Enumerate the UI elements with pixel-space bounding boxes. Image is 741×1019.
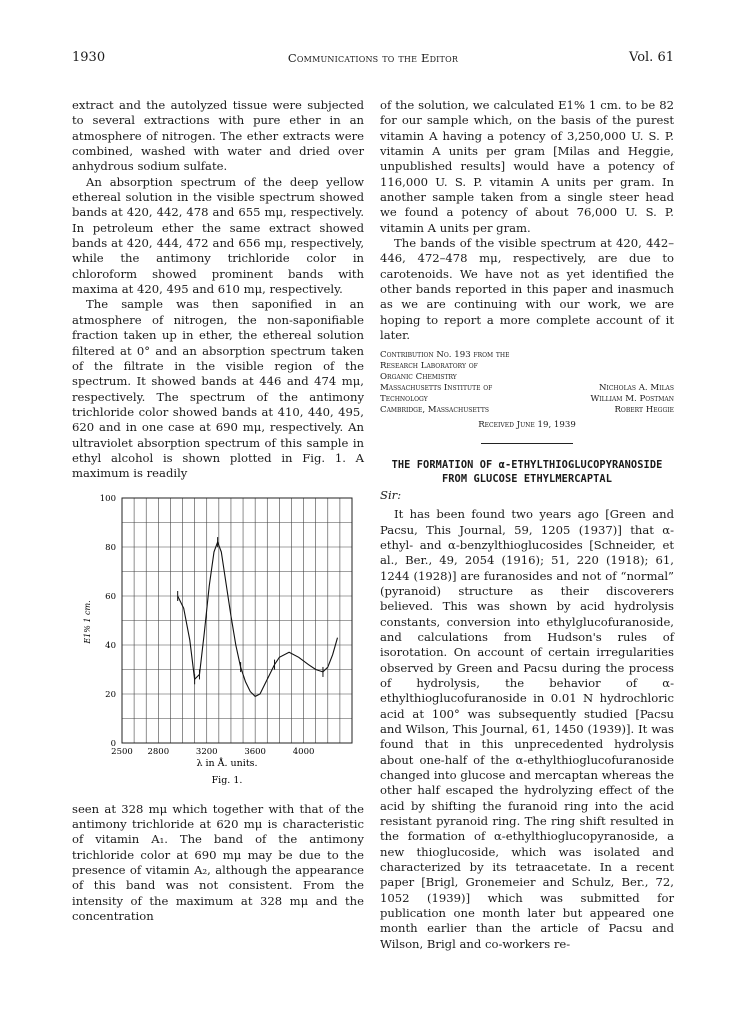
- page-header: [72, 50, 674, 70]
- author-name: William M. Postman: [590, 393, 674, 404]
- paragraph: It has been found two years ago [Green and Pacsu, This Journal, 59, 1205 (1937)] that α-ethyl- and α-benzylthioglucosides [Schneider, et al., Ber., 49, 2054 (1916); 51, 220 (1918); 61, 1244 (1928)] are furanosides and not of “normal” (pyranoid) structure as their discoverers believed. This was shown by acid hydrolysis constants, conversion into ethylglucofuranoside, and calculations from Hudson's rules of isorotation. On account of certain irregularities observed by Green and Pacsu during the process of hydrolysis, the behavior of α-ethylthioglucofuranoside in 0.01 N hydrochloric acid at 100° was subsequently studied [Pacsu and Wilson, This Journal, 61, 1450 (1939)]. It was found that in this unprecedented hydrolysis about one-half of the α-ethylthioglucofuranoside changed into glucose and mercaptan whereas the other half escaped the hydrolyzing effect of the acid by shifting the furanoid ring into the acid resistant pyranoid ring. The ring shift resulted in the formation of α-ethylthioglucopyranoside, a new thioglucoside, which was isolated and characterized by its tetraacetate. In a recent paper [Brigl, Gronemeier and Schulz, Ber., 72, 1052 (1939)] which was submitted for publication one month later but appeared one month earlier than the article of Pacsu and Wilson, Brigl and co-workers re-: [380, 507, 674, 951]
- x-tick-label: 3600: [244, 746, 266, 757]
- x-tick-label: 2800: [147, 746, 170, 757]
- paragraph: seen at 328 mμ which together with that of the antimony trichloride at 620 mμ is characteristic of vitamin A₁. The band of the antimony trichloride color at 690 mμ may be due to the presence of vitamin A₂, although the appearance of this band was not consistent. From the intensity of the maximum at 328 mμ and the concentration: [72, 801, 364, 923]
- x-tick-label: 4000: [292, 746, 315, 757]
- volume-label: Vol. 61: [629, 50, 674, 65]
- paragraph: The sample was then saponified in an atmosphere of nitrogen, the non-saponifiable fraction taken up in ether, the ethereal solution filtered at 0° and an absorption spectrum taken of the filtrate in the visible region of the spectrum. It showed bands at 446 and 474 mμ, respectively. The spectrum of the antimony trichloride color showed bands at 410, 440, 495, 620 and in one case at 690 mμ, respectively. An ultraviolet absorption spectrum of this sample in ethyl alcohol is shown plotted in Fig. 1. A maximum is readily: [72, 297, 364, 481]
- y-tick-label: 100: [99, 493, 116, 504]
- y-tick-label: 20: [105, 689, 116, 700]
- paragraph: extract and the autolyzed tissue were subjected to several extractions with pure ether in an atmosphere of nitrogen. The ether extracts were combined, washed with water and dried over anhydrous sodium sulfate.: [72, 98, 364, 174]
- section-divider: [481, 443, 573, 444]
- y-axis-label: E1% 1 cm.: [83, 599, 92, 644]
- x-axis-label: λ in Å. units.: [196, 757, 258, 769]
- paragraph: An absorption spectrum of the deep yellow ethereal solution in the visible spectrum showed bands at 420, 442, 478 and 655 mμ, respectively. In petroleum ether the same extract showed bands at 420, 444, 472 and 656 mμ, respectively, while the antimony trichloride color in chloroform showed prominent bands with maxima at 420, 495 and 610 mμ, respectively.: [72, 174, 364, 297]
- paragraph: The bands of the visible spectrum at 420, 442–446, 472–478 mμ, respectively, are due to carotenoids. We have not as yet identified the other bands reported in this paper and inasmuch as we are continuing with our work, we are hoping to report a more complete account of it later.: [380, 236, 674, 343]
- institution-line: Cambridge, Massachusetts: [380, 404, 489, 415]
- figure-1: [72, 490, 364, 794]
- y-tick-label: 60: [105, 591, 116, 602]
- y-tick-label: 0: [110, 738, 116, 749]
- figure-caption: Fig. 1.: [211, 774, 243, 786]
- article-title: THE FORMATION OF α-ETHYLTHIOGLUCOPYRANOSIDE FROM GLUCOSE ETHYLMERCAPTAL: [391, 458, 663, 485]
- salutation: Sir:: [380, 487, 402, 502]
- contribution-line: Contribution No. 193 from the: [380, 349, 510, 360]
- y-tick-label: 40: [105, 640, 116, 651]
- contribution-line: Research Laboratory of: [380, 360, 478, 371]
- institution-line: Technology: [380, 393, 428, 404]
- absorption-spectrum-chart: [72, 490, 364, 794]
- paragraph: of the solution, we calculated E1% 1 cm. to be 82 for our sample which, on the basis of the purest vitamin A having a potency of 3,250,000 U. S. P. vitamin A units per gram [Milas and Heggie, unpublished results] would have a potency of 116,000 U. S. P. vitamin A units per gram. In another sample taken from a single steer head we found a potency of about 76,000 U. S. P. vitamin A units per gram.: [380, 98, 674, 235]
- x-tick-label: 2500: [111, 746, 133, 757]
- author-name: Nicholas A. Milas: [598, 382, 674, 393]
- institution-line: Massachusetts Institute of: [380, 382, 493, 393]
- contribution-line: Organic Chemistry: [380, 371, 457, 382]
- author-name: Robert Heggie: [614, 404, 674, 415]
- right-column: [380, 98, 674, 952]
- contribution-block: [380, 350, 674, 416]
- x-tick-label: 3200: [195, 746, 218, 757]
- left-column: [72, 98, 364, 924]
- y-tick-label: 80: [105, 542, 116, 553]
- running-title: Communications to the Editor: [287, 51, 459, 65]
- received-date: Received June 19, 1939: [478, 419, 576, 430]
- spectrum-line: [178, 542, 338, 696]
- page-number: 1930: [72, 50, 106, 65]
